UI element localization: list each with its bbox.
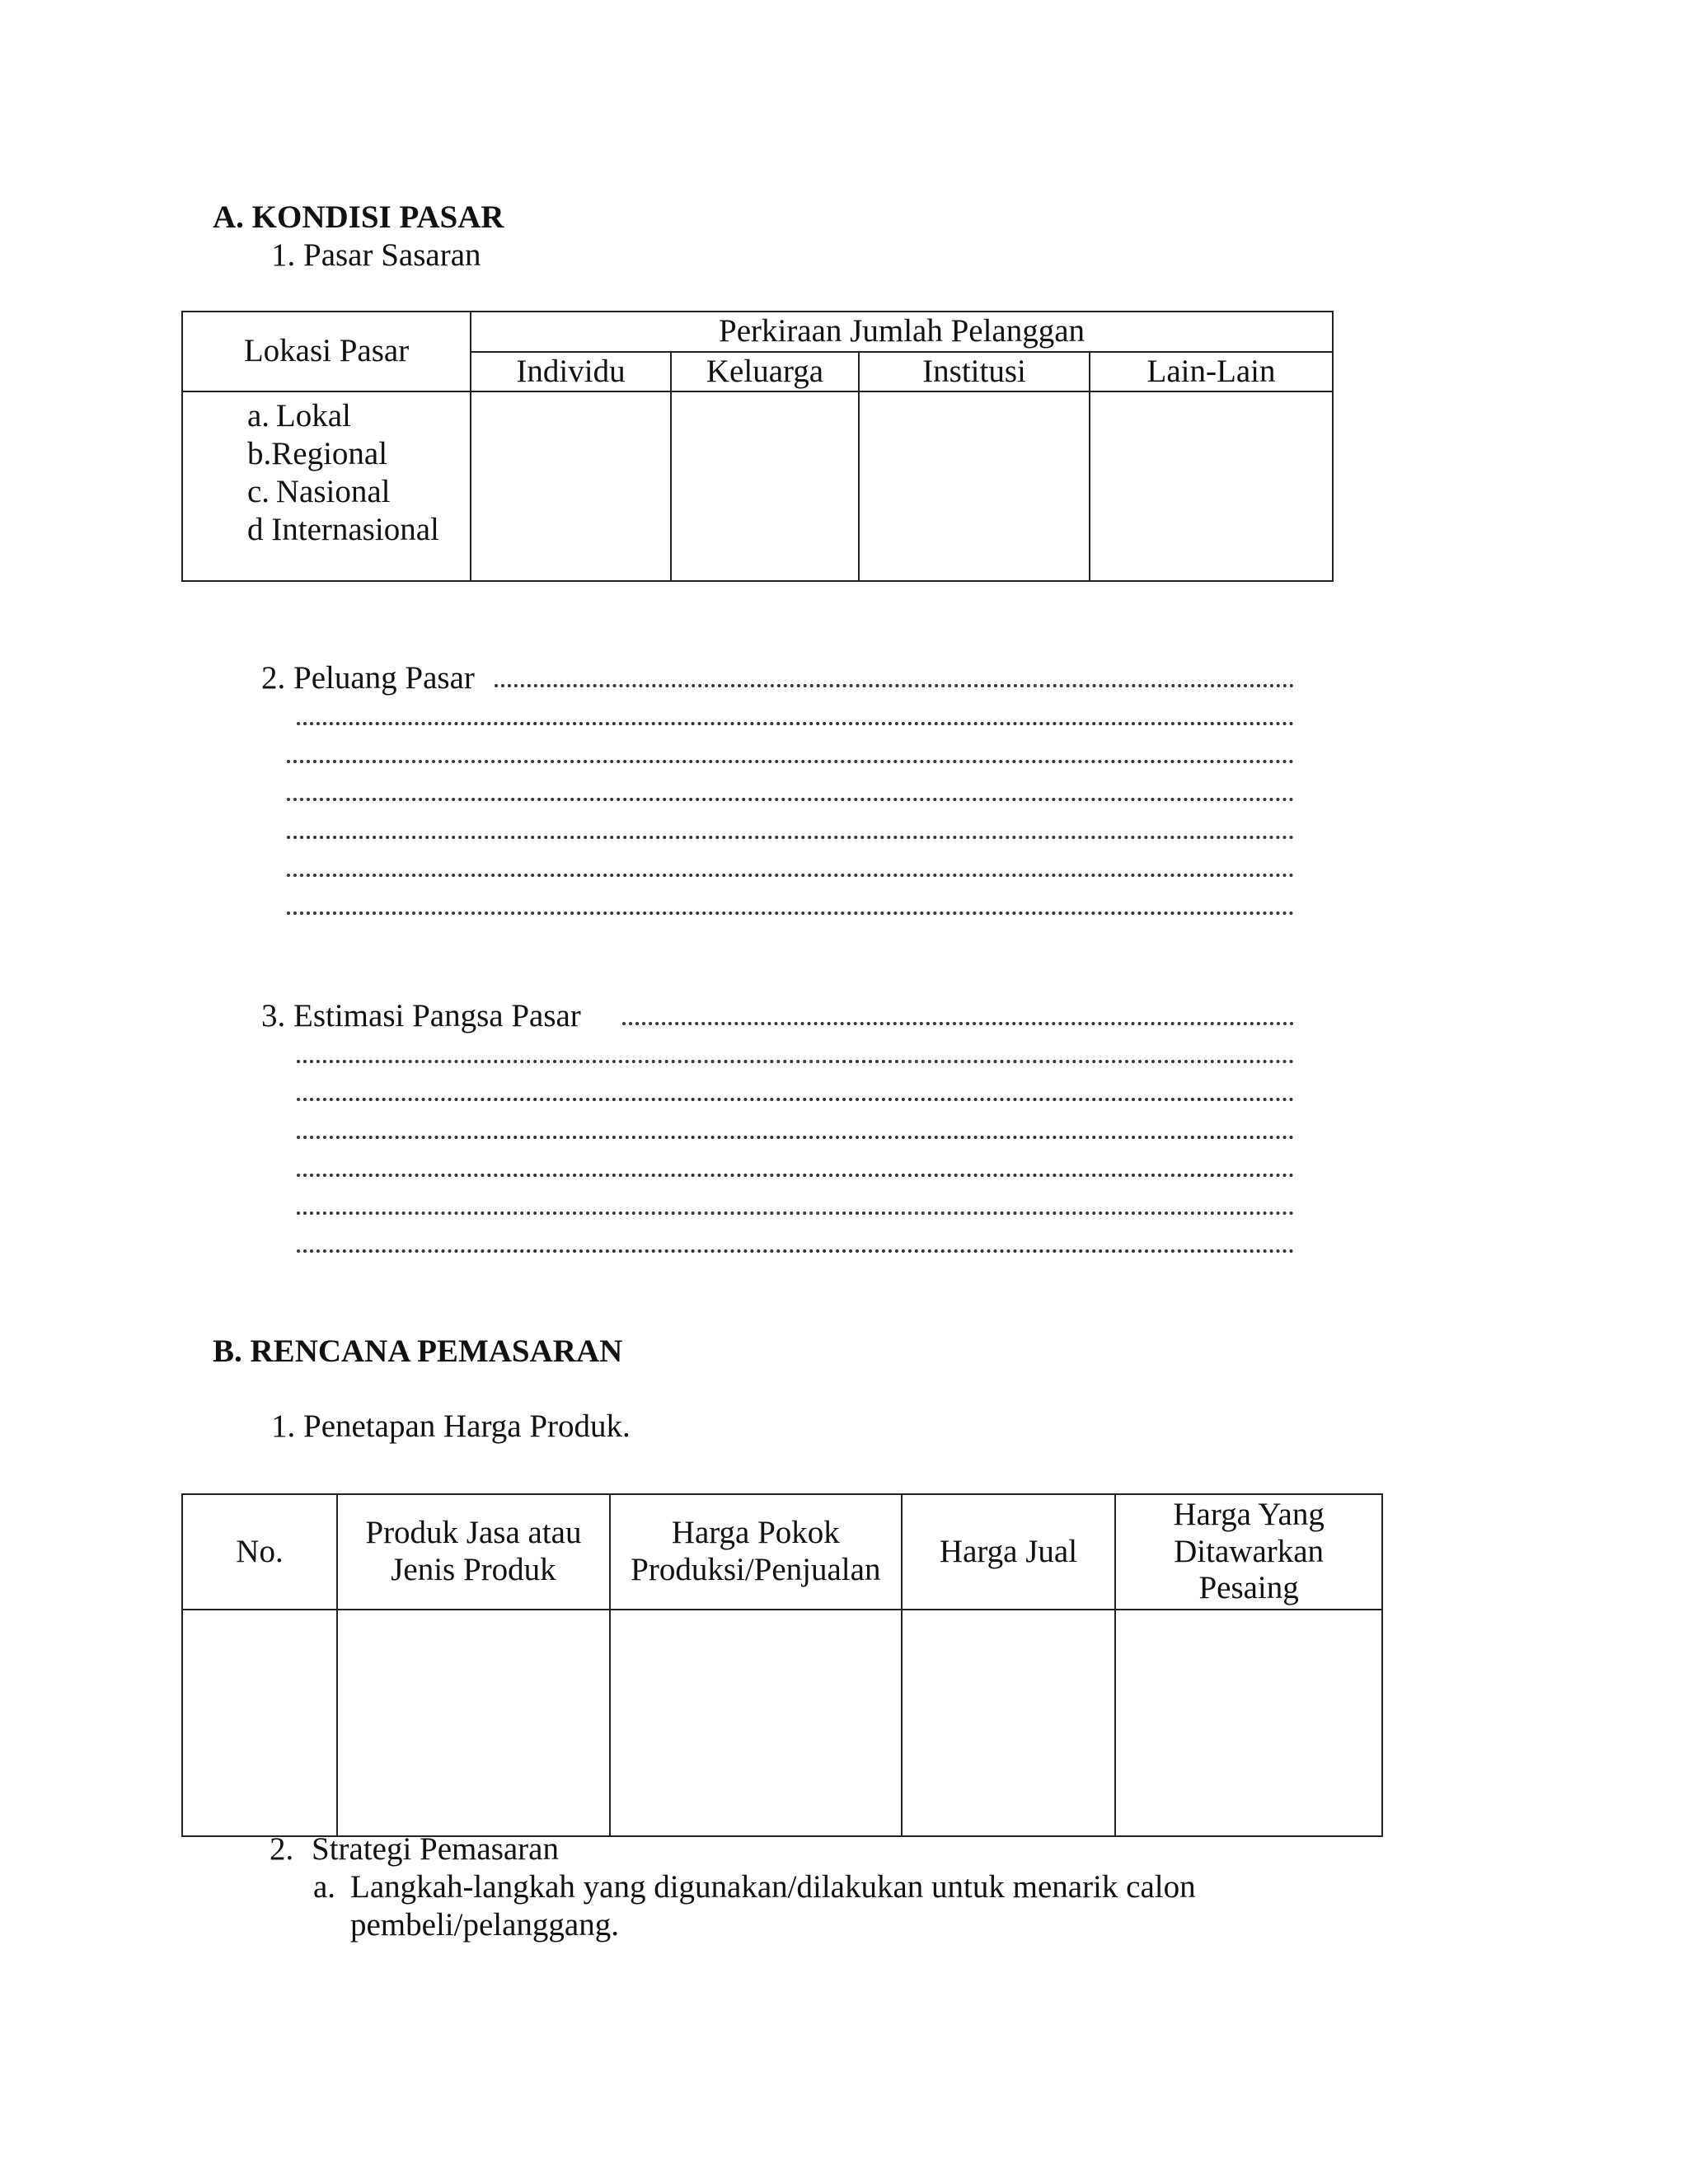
location-list — [182, 391, 471, 581]
cell-produk[interactable] — [337, 1610, 610, 1836]
sub-item-line-2: pembeli/pelanggang. — [350, 1907, 619, 1943]
header-harga-pokok: Harga Pokok Produksi/Penjualan — [610, 1494, 902, 1610]
item-strategi-number: 2. — [270, 1831, 294, 1867]
header-produk: Produk Jasa atau Jenis Produk — [337, 1494, 610, 1610]
header-lain-lain: Lain-Lain — [1090, 352, 1333, 391]
location-item: c. Nasional — [247, 474, 391, 510]
fill-line[interactable] — [495, 684, 1294, 687]
cell-institusi[interactable] — [859, 391, 1090, 581]
cell-harga-jual[interactable] — [902, 1610, 1115, 1836]
fill-line[interactable] — [297, 1098, 1294, 1101]
fill-line[interactable] — [297, 1249, 1294, 1253]
fill-line[interactable] — [297, 722, 1294, 725]
fill-line[interactable] — [622, 1022, 1294, 1025]
header-perkiraan-jumlah: Perkiraan Jumlah Pelanggan — [471, 312, 1333, 352]
location-item: a. Lokal — [247, 398, 351, 434]
section-b-heading: B. RENCANA PEMASARAN — [213, 1333, 623, 1369]
fill-line[interactable] — [297, 1212, 1294, 1215]
item-estimasi-pangsa: 3. Estimasi Pangsa Pasar — [261, 998, 581, 1033]
section-a-heading: A. KONDISI PASAR — [213, 199, 504, 235]
location-item: b.Regional — [247, 436, 388, 472]
location-item: d Internasional — [247, 512, 439, 548]
fill-line[interactable] — [287, 760, 1294, 763]
cell-harga-pesaing[interactable] — [1115, 1610, 1382, 1836]
fill-line[interactable] — [287, 836, 1294, 839]
header-harga-pesaing: Harga Yang Ditawarkan Pesaing — [1115, 1494, 1382, 1610]
item-peluang-pasar: 2. Peluang Pasar — [261, 660, 475, 696]
sub-item-letter: a. — [313, 1869, 336, 1905]
fill-line[interactable] — [297, 1060, 1294, 1063]
fill-line[interactable] — [297, 1136, 1294, 1139]
header-harga-jual: Harga Jual — [902, 1494, 1115, 1610]
market-target-table — [181, 311, 1334, 582]
cell-no[interactable] — [182, 1610, 337, 1836]
cell-individu[interactable] — [471, 391, 671, 581]
header-keluarga: Keluarga — [671, 352, 859, 391]
sub-item-line-1: Langkah-langkah yang digunakan/dilakukan untuk menarik calon — [350, 1869, 1196, 1905]
cell-keluarga[interactable] — [671, 391, 859, 581]
cell-harga-pokok[interactable] — [610, 1610, 902, 1836]
header-institusi: Institusi — [859, 352, 1090, 391]
item-pasar-sasaran: 1. Pasar Sasaran — [271, 237, 481, 273]
cell-lain-lain[interactable] — [1090, 391, 1333, 581]
fill-line[interactable] — [297, 1174, 1294, 1177]
header-individu: Individu — [471, 352, 671, 391]
fill-line[interactable] — [287, 912, 1294, 915]
fill-line[interactable] — [287, 798, 1294, 801]
header-lokasi-pasar: Lokasi Pasar — [182, 312, 471, 391]
fill-line[interactable] — [287, 874, 1294, 877]
item-strategi-pemasaran: Strategi Pemasaran — [312, 1831, 559, 1867]
header-no: No. — [182, 1494, 337, 1610]
item-penetapan-harga: 1. Penetapan Harga Produk. — [271, 1408, 631, 1444]
pricing-table — [181, 1493, 1383, 1837]
